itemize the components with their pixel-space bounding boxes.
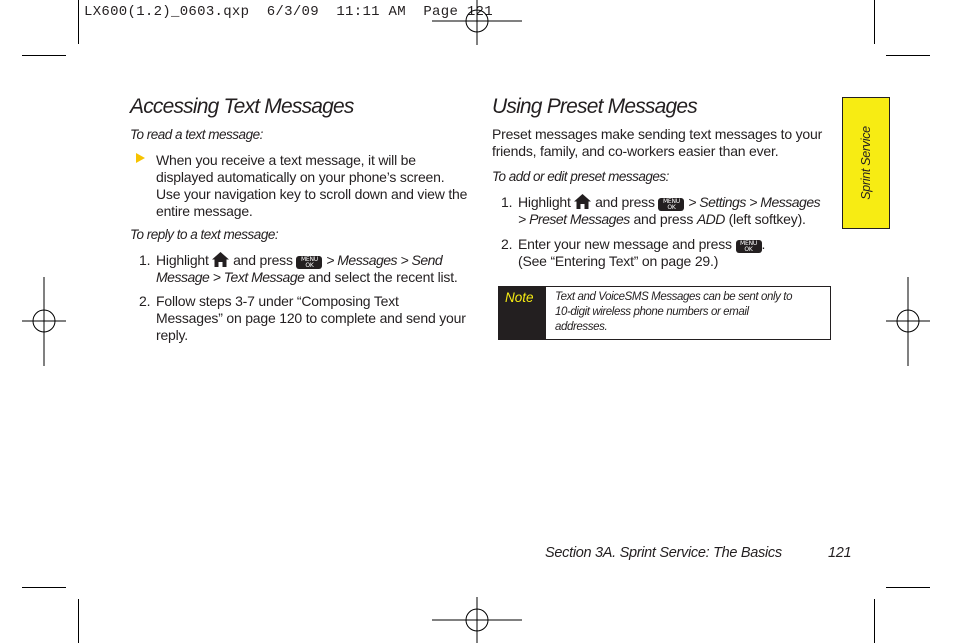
note-text: Text and VoiceSMS Messages can be sent only to 10-digit wireless phone numbers or email addresses. [555,291,793,333]
preset-step-1: Highlight and press MENU OK > Settings > Messages > Preset Messages and press ADD (left softkey). [518,194,821,227]
note-label: Note [499,287,546,339]
subheading-read: To read a text message: [130,127,263,142]
step-number: 1. [139,252,151,268]
preset-intro: Preset messages make sending text messages to your friends, family, and co-workers easier than ever. [492,126,823,159]
step-number: 2. [501,236,513,252]
reply-step-1: Highlight and press MENU OK > Messages > Send Message > Text Message and select the recent list. [156,252,458,285]
reply-step-2: Follow steps 3-7 under “Composing Text Messages” on page 120 to complete and send your reply. [156,293,466,343]
section-title-preset: Using Preset Messages [492,95,697,118]
footer-section: Section 3A. Sprint Service: The Basics [545,545,782,561]
page-number: 121 [828,545,852,561]
home-icon [574,194,591,209]
section-tab-label: Sprint Service [859,126,873,200]
step-number: 2. [139,293,151,309]
preset-step-2: Enter your new message and press MENU OK . (See “Entering Text” on page 29.) [518,236,766,269]
menu-ok-key-icon: MENU OK [658,198,684,211]
menu-ok-key-icon: MENU OK [296,256,322,269]
step-number: 1. [501,194,513,210]
note-box [498,286,831,340]
print-slug: LX600(1.2)_0603.qxp 6/3/09 11:11 AM Page 121 [84,4,493,20]
bullet-arrow-icon [136,153,145,163]
section-title-accessing: Accessing Text Messages [130,95,354,118]
home-icon [212,252,229,267]
subheading-add-edit: To add or edit preset messages: [492,169,669,184]
subheading-reply: To reply to a text message: [130,227,279,242]
read-bullet-text: When you receive a text message, it will be displayed automatically on your phone’s screen. Use your navigation key to scroll down and view the entire message. [156,152,468,219]
menu-ok-key-icon: MENU OK [736,240,762,253]
section-tab [842,97,890,229]
